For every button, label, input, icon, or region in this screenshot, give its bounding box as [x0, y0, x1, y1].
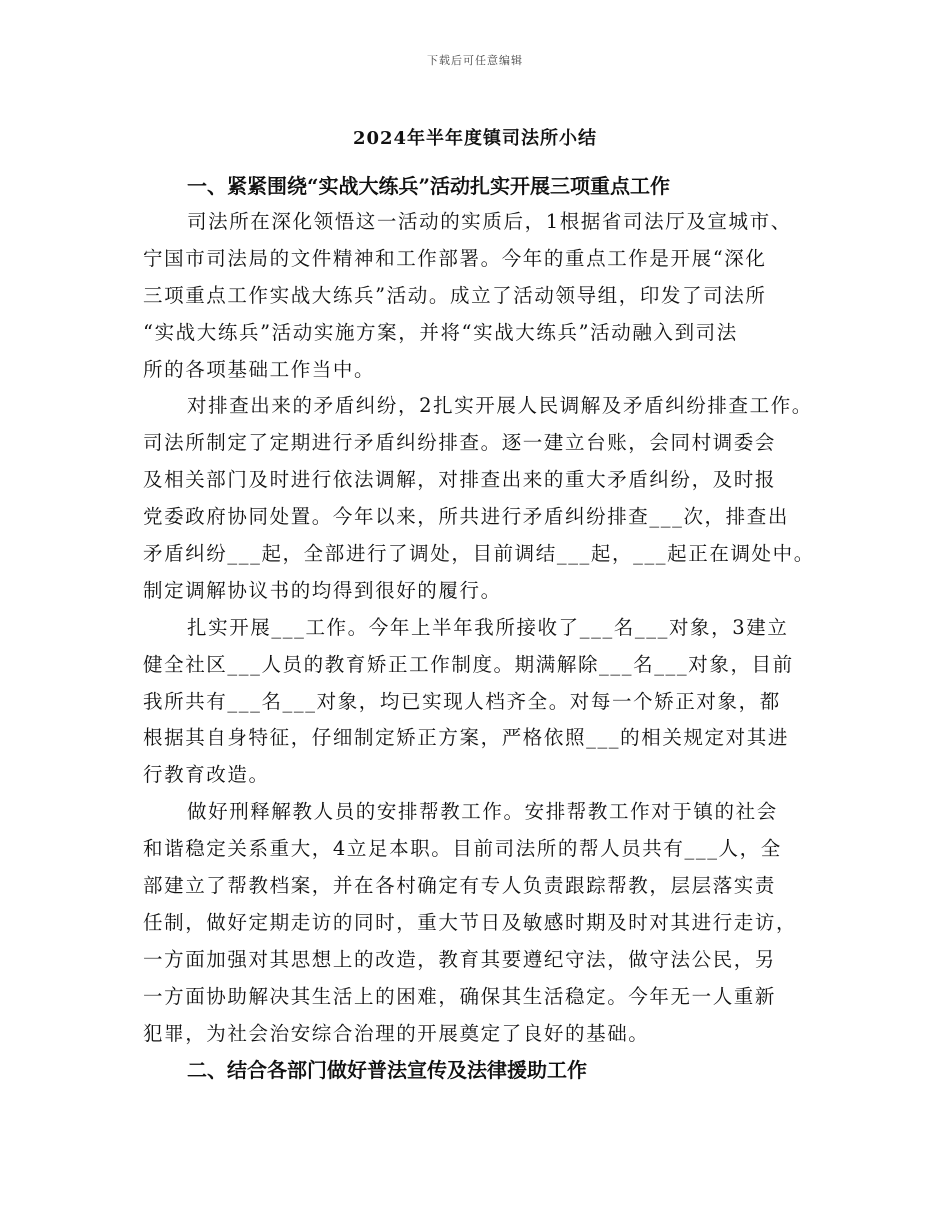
document-body [143, 168, 815, 1088]
paragraph-line: 行教育改造。 [143, 763, 270, 787]
paragraph-line: 司法所在深化领悟这一活动的实质后，1根据省司法厅及宣城市、 [187, 210, 792, 233]
paragraph-1 [143, 204, 810, 388]
paragraph-line: 做好刑释解教人员的安排帮教工作。安排帮教工作对于镇的社会 [187, 800, 778, 824]
paragraph-line: 根据其自身特征，仔细制定矫正方案，严格依照___的相关规定对其进 [143, 726, 789, 750]
paragraph-line: 矛盾纠纷___起，全部进行了调处，目前调结___起，___起正在调处中。 [143, 542, 815, 566]
paragraph-line: 犯罪，为社会治安综合治理的开展奠定了良好的基础。 [143, 1021, 650, 1045]
page-header: 下载后可任意编辑 [427, 54, 523, 67]
paragraph-line: 三项重点工作实战大练兵”活动。成立了活动领导组，印发了司法所 [143, 283, 767, 307]
section-2-heading: 二、结合各部门做好普法宣传及法律援助工作 [187, 1058, 587, 1083]
paragraph-line: 宁国市司法局的文件精神和工作部署。今年的重点工作是开展“深化 [143, 246, 767, 270]
paragraph-line: 和谐稳定关系重大，4立足本职。目前司法所的帮人员共有___人，全 [143, 837, 782, 861]
paragraph-line: 一方面协助解决其生活上的困难，确保其生活稳定。今年无一人重新 [143, 984, 777, 1008]
paragraph-line: 扎实开展___工作。今年上半年我所接收了___名___对象，3建立 [187, 615, 789, 639]
paragraph-2 [143, 388, 815, 609]
paragraph-line: 党委政府协同处置。今年以来，所共进行矛盾纠纷排查___次，排查出 [143, 505, 789, 529]
paragraph-line: “实战大练兵”活动实施方案，并将“实战大练兵”活动融入到司法 [143, 320, 738, 344]
paragraph-line: 及相关部门及时进行依法调解，对排查出来的重大矛盾纠纷，及时报 [143, 468, 777, 492]
paragraph-line: 我所共有___名___对象，均已实现人档齐全。对每一个矫正对象，都 [143, 689, 781, 713]
paragraph-3 [143, 610, 810, 794]
paragraph-line: 司法所制定了定期进行矛盾纠纷排查。逐一建立台账，会同村调委会 [143, 431, 777, 455]
paragraph-line: 健全社区___人员的教育矫正工作制度。期满解除___名___对象，目前 [143, 652, 794, 676]
paragraph-line: 制定调解协议书的均得到很好的履行。 [143, 578, 502, 602]
section-1-heading: 一、紧紧围绕“实战大练兵”活动扎实开展三项重点工作 [187, 174, 671, 198]
paragraph-4 [143, 794, 810, 1052]
paragraph-line: 一方面加强对其思想上的改造，教育其要遵纪守法，做守法公民，另 [143, 947, 777, 971]
paragraph-line: 任制，做好定期走访的同时，重大节日及敏感时期及时对其进行走访， [143, 910, 798, 934]
paragraph-line: 部建立了帮教档案，并在各村确定有专人负责跟踪帮教，层层落实责 [143, 874, 777, 898]
paragraph-line: 对排查出来的矛盾纠纷，2扎实开展人民调解及矛盾纠纷排查工作。 [187, 394, 813, 418]
document-title: 2024年半年度镇司法所小结 [352, 128, 598, 149]
paragraph-line: 所的各项基础工作当中。 [143, 357, 376, 381]
